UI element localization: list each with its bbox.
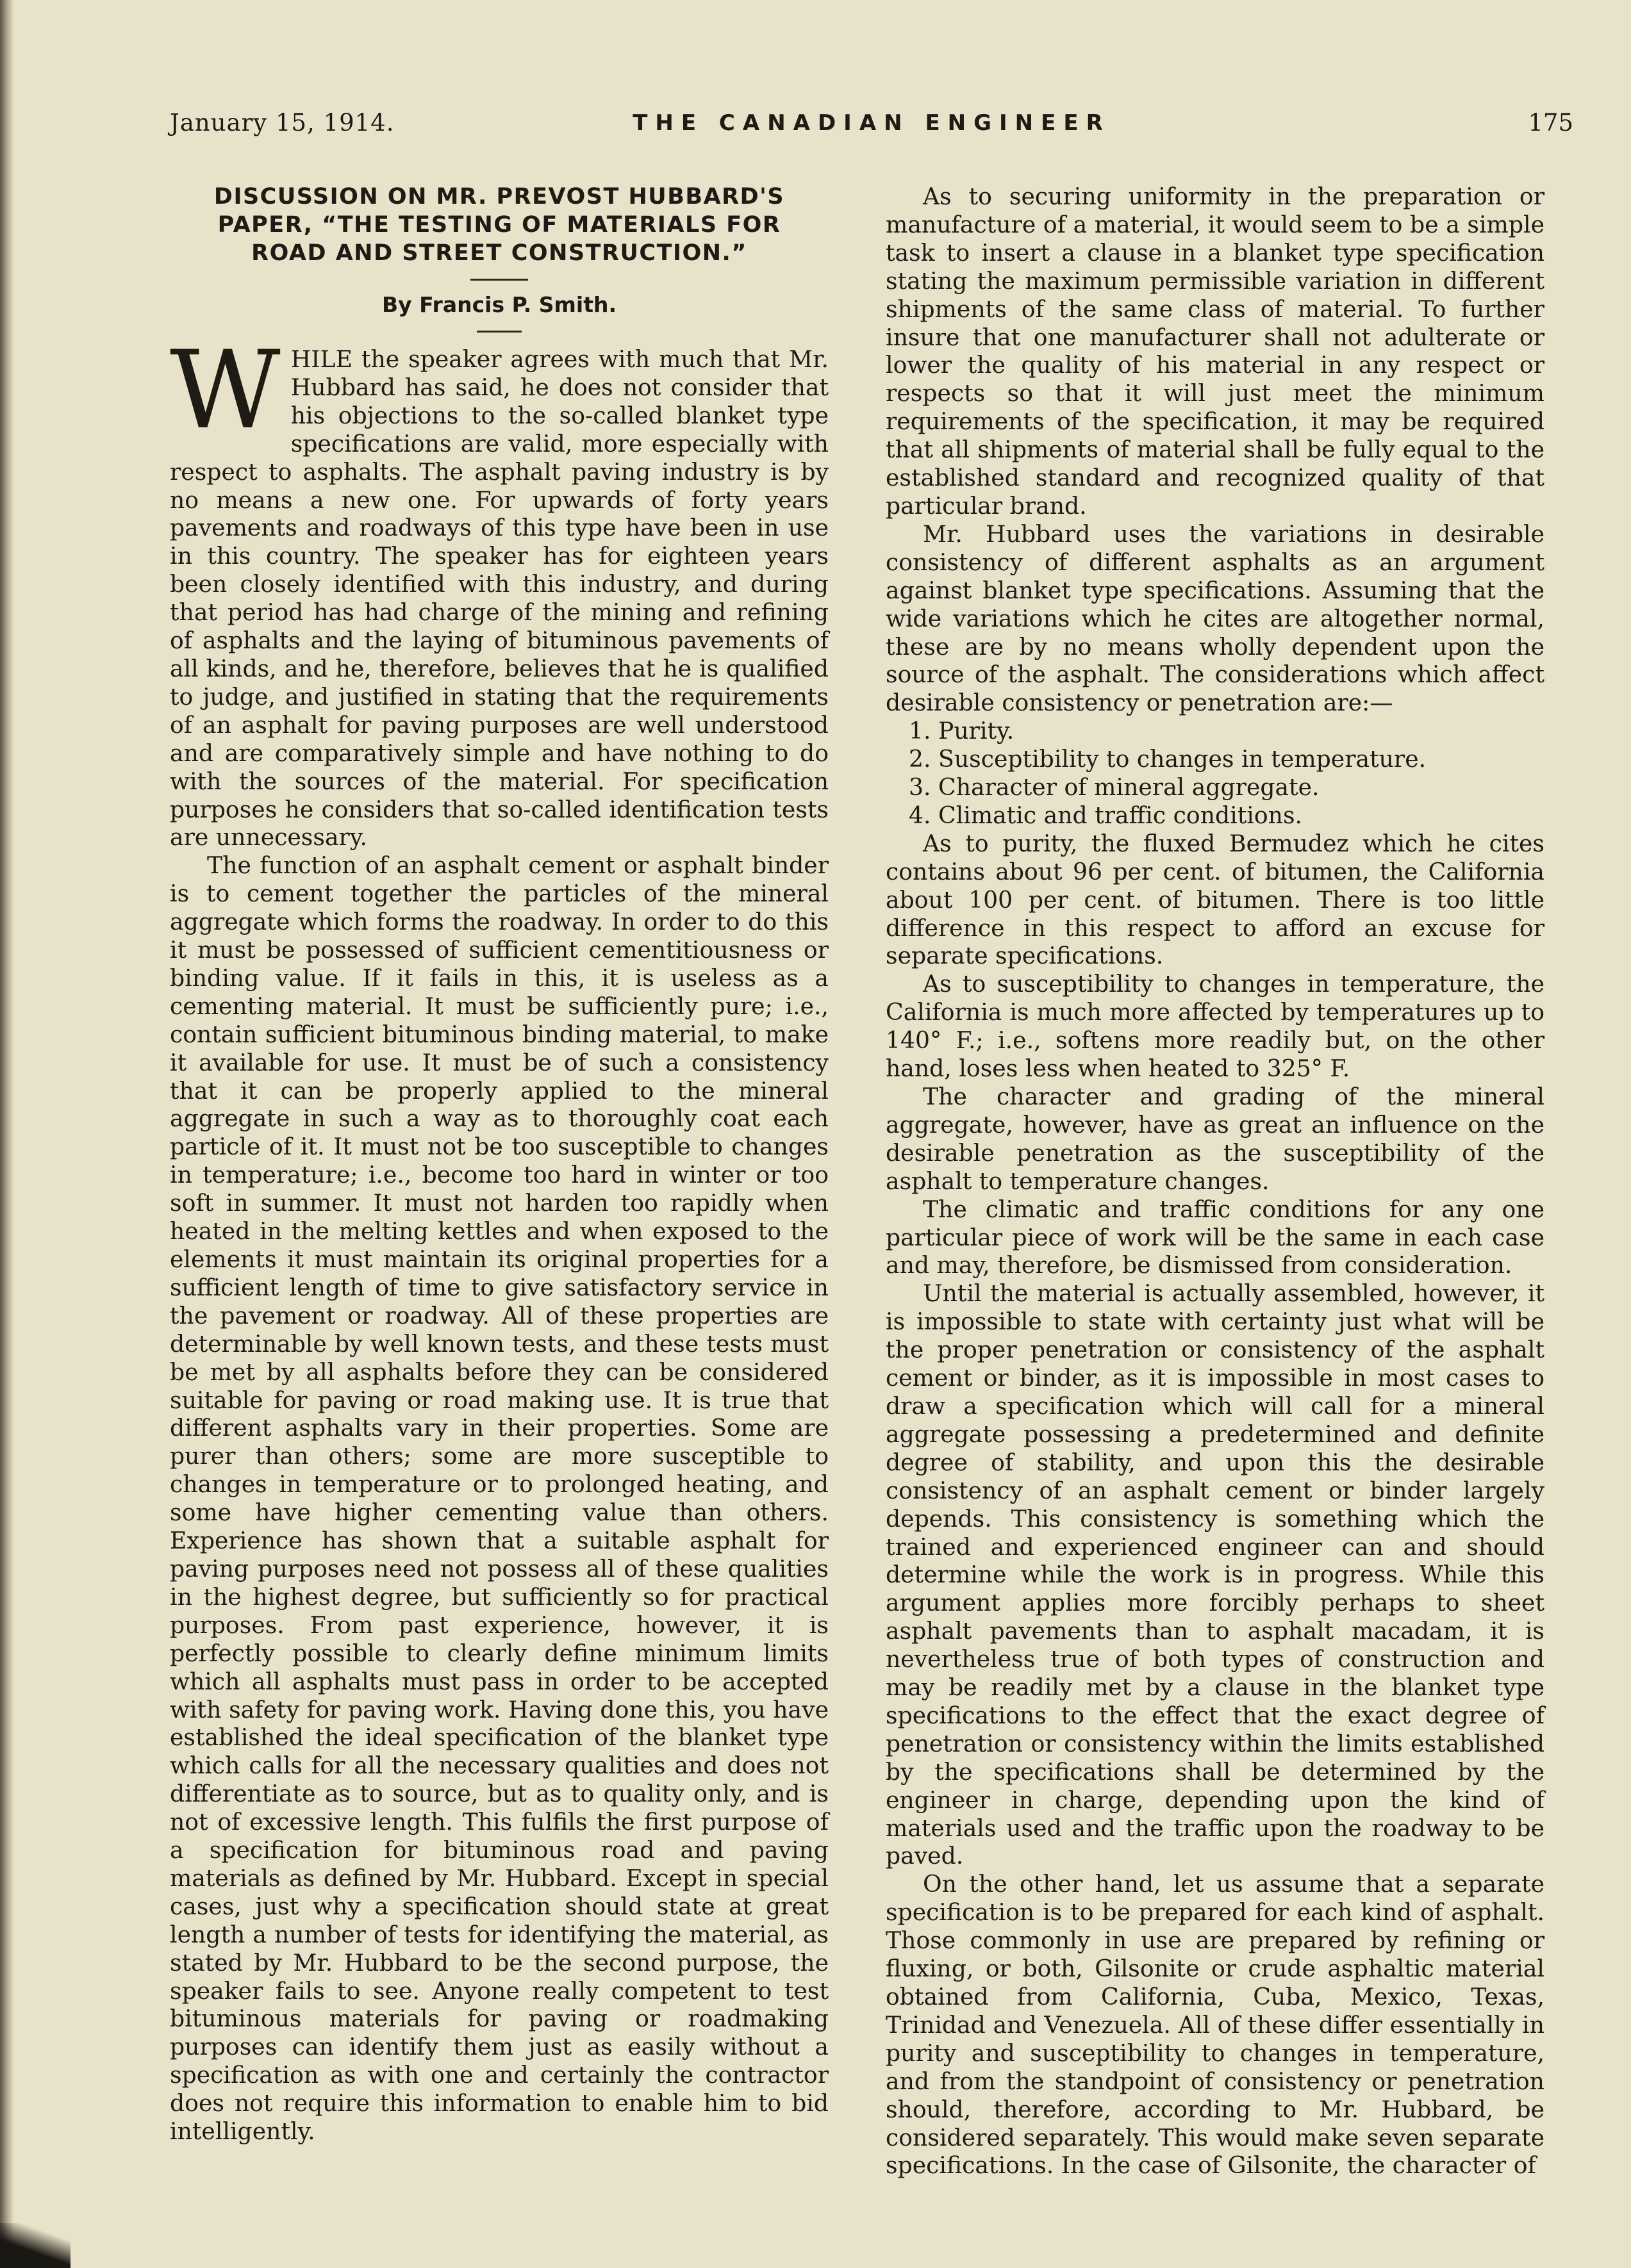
- list-item: 3. Character of mineral aggregate.: [909, 773, 1320, 801]
- left-column: [170, 183, 829, 2146]
- running-header: [170, 109, 1573, 147]
- header-date: January 15, 1914.: [170, 109, 395, 136]
- title-divider: [470, 279, 528, 281]
- drop-cap: W: [170, 327, 281, 453]
- list-item: 1. Purity.: [909, 717, 1014, 745]
- page-corner-shadow: [0, 2223, 70, 2268]
- right-paragraph-5: The character and grading of the mineral aggregate, however, have as great an influence on the desirable penetration as the susceptibility of the asphalt to temperature changes.: [886, 1083, 1544, 1195]
- right-paragraph-7: Until the material is actually assembled, however, it is impossible to state with certainty just what will be the proper penetration or consistency of the asphalt cement or binder, as it is impossible in most cases to draw a specification which will call for a mineral aggregate possessing a predetermined and definite degree of stability, and upon this the desirable consistency of an asphalt cement or binder largely depends. This consistency is something which the trained and experienced engineer can and should determine while the work is in progress. While this argument applies more forcibly perhaps to sheet asphalt pavements than to asphalt macadam, it is nevertheless true of both types of construction and may be readily met by a clause in the blanket type specifications to the effect that the exact degree of penetration or consistency within the limits established by the specifications shall be determined by the engineer in charge, depending upon the kind of materials used and the traffic upon the roadway to be paved.: [886, 1279, 1544, 1870]
- right-paragraph-8: On the other hand, let us assume that a separate specification is to be prepared for each kind of asphalt. Those commonly in use are prepared by refining or fluxing, or both, Gilsonite or crude asphaltic material obtained from California, Cuba, Mexico, Texas, Trinidad and Venezuela. All of these differ essentially in purity and susceptibility to changes in temperature, and from the standpoint of consistency or penetration should, therefore, according to Mr. Hubbard, be considered separately. This would make seven separate specifications. In the case of Gilsonite, the character of: [886, 1870, 1544, 2180]
- byline-divider: [477, 331, 522, 333]
- journal-title: THE CANADIAN ENGINEER: [633, 110, 1111, 136]
- list-item: 2. Susceptibility to changes in temperature.: [909, 745, 1427, 773]
- considerations-list: [886, 717, 1544, 830]
- list-item: 4. Climatic and traffic conditions.: [909, 801, 1303, 829]
- left-paragraph-2: The function of an asphalt cement or asphalt binder is to cement together the particles of the mineral aggregate which forms the roadway. In order to do this it must be possessed of sufficient cementitiousness or binding value. If it fails in this, it is useless as a cementing material. It must be sufficiently pure; i.e., contain sufficient bituminous binding material, to make it available for use. It must be of such a consistency that it can be properly applied to the mineral aggregate in such a way as to thoroughly coat each particle of it. It must not be too susceptible to changes in temperature; i.e., become too hard in winter or too soft in summer. It must not harden too rapidly when heated in the melting kettles and when exposed to the elements it must maintain its original properties for a sufficient length of time to give satisfactory service in the pavement or roadway. All of these properties are determinable by well known tests, and these tests must be met by all asphalts before they can be considered suitable for paving or road making use. It is true that different asphalts vary in their properties. Some are purer than others; some are more susceptible to changes in temperature or to prolonged heating, and some have higher cementing value than others. Experience has shown that a suitable asphalt for paving purposes need not possess all of these qualities in the highest degree, but sufficiently so for practical purposes. From past experience, however, it is perfectly possible to clearly define minimum limits which all asphalts must pass in order to be accepted with safety for paving work. Having done this, you have established the ideal specification of the blanket type which calls for all the necessary qualities and does not differentiate as to source, but as to quality only, and is not of excessive length. This fulfils the first purpose of a specification for bituminous road and paving materials as defined by Mr. Hubbard. Except in special cases, just why a specification should state at great length a number of tests for identifying the material, as stated by Mr. Hubbard to be the second purpose, the speaker fails to see. Anyone really competent to test bituminous materials for paving or roadmaking purposes can identify them just as easily without a specification as with one and certainly the contractor does not require this information to enable him to bid intelligently.: [170, 851, 829, 2146]
- page-number: 175: [1528, 109, 1573, 136]
- right-column: [886, 183, 1544, 2180]
- first-word-rest: HILE: [290, 345, 352, 373]
- right-paragraph-6: The climatic and traffic conditions for any one particular piece of work will be the same in each case and may, therefore, be dismissed from consideration.: [886, 1195, 1544, 1279]
- right-paragraph-1: As to securing uniformity in the preparation or manufacture of a material, it would seem to be a simple task to insert a clause in a blanket type specification stating the maximum permissible variation in different shipments of the same class of material. To further insure that one manufacturer shall not adulterate or lower the quality of his material in any respect or respects so that it will just meet the minimum requirements of the specification, it may be required that all shipments of material shall be fully equal to the established standard and recognized quality of that particular brand.: [886, 183, 1544, 520]
- left-paragraph-1-text: the speaker agrees with much that Mr. Hubbard has said, he does not consider that his objections to the so-called blanket type specifications are valid, more especially with respect to asphalts. The asphalt paving industry is by no means a new one. For upwards of forty years pavements and roadways of this type have been in use in this country. The speaker has for eighteen years been closely identified with this industry, and during that period has had charge of the mining and refining of asphalts and the laying of bituminous pavements of all kinds, and he, therefore, believes that he is qualified to judge, and justified in stating that the requirements of an asphalt for paving purposes are well understood and are comparatively simple and have nothing to do with the sources of the material. For specification purposes he considers that so-called identification tests are unnecessary.: [170, 345, 829, 851]
- right-paragraph-3: As to purity, the fluxed Bermudez which he cites contains about 96 per cent. of bitumen, the California about 100 per cent. of bitumen. There is too little difference in this respect to afford an excuse for separate specifications.: [886, 829, 1544, 970]
- right-paragraph-2: Mr. Hubbard uses the variations in desirable consistency of different asphalts as an argument against blanket type specifications. Assuming that the wide variations which he cites are altogether normal, these are by no means wholly dependent upon the source of the asphalt. The considerations which affect desirable consistency or penetration are:—: [886, 520, 1544, 717]
- right-paragraph-4: As to susceptibility to changes in temperature, the California is much more affected by temperatures up to 140° F.; i.e., softens more readily but, on the other hand, loses less when heated to 325° F.: [886, 970, 1544, 1083]
- left-paragraph-1: [170, 327, 829, 851]
- page-binding-shadow: [0, 0, 14, 2268]
- article-title: DISCUSSION ON MR. PREVOST HUBBARD'S PAPER, “THE TESTING OF MATERIALS FOR ROAD AND STREET CONSTRUCTION.”: [213, 184, 785, 266]
- article-byline: By Francis P. Smith.: [381, 292, 617, 317]
